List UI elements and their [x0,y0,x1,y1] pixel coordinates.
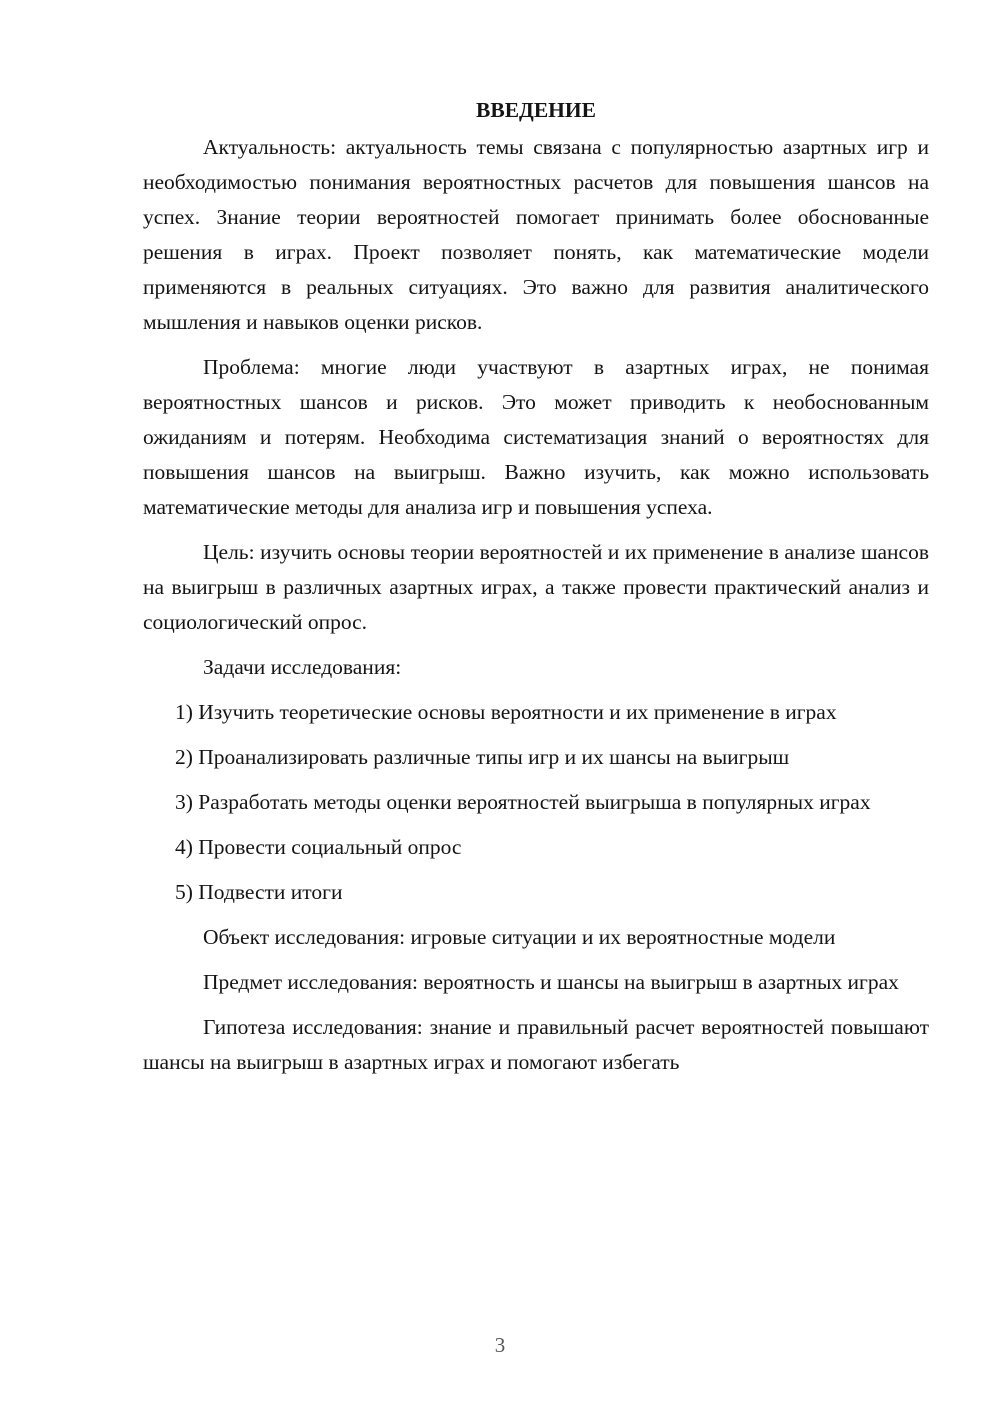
task-item: 3) Разработать методы оценки вероятностей выигрыша в популярных играх [175,790,871,814]
relevance-paragraph: Актуальность: актуальность темы связана с популярностью азартных игр и необходимостью понимания вероятностных расчетов для повышения шансов на успех. Знание теории вероятностей помогает принимать более обоснованные решения в играх. Проект позволяет понять, как математические модели применяются в реальных ситуациях. Это важно для развития аналитического мышления и навыков оценки рисков. [143,135,929,334]
task-item: 1) Изучить теоретические основы вероятности и их применение в играх [175,700,837,724]
tasks-heading: Задачи исследования: [203,655,402,679]
hypothesis-paragraph: Гипотеза исследования: знание и правильный расчет вероятностей повышают шансы на выигрыш в азартных играх и помогают избегать [143,1015,929,1074]
page-number: 3 [494,1333,506,1357]
problem-paragraph: Проблема: многие люди участвуют в азартных играх, не понимая вероятностных шансов и рисков. Это может приводить к необоснованным ожиданиям и потерям. Необходима систематизация знаний о вероятностях для повышения шансов на выигрыш. Важно изучить, как можно использовать математические методы для анализа игр и повышения успеха. [143,355,929,519]
task-item: 4) Провести социальный опрос [175,835,462,859]
page-content [143,93,929,1080]
section-title: ВВЕДЕНИЕ [476,98,596,122]
goal-paragraph: Цель: изучить основы теории вероятностей и их применение в анализе шансов на выигрыш в различных азартных играх, а также провести практический анализ и социологический опрос. [143,540,929,634]
task-item: 2) Проанализировать различные типы игр и их шансы на выигрыш [175,745,790,769]
subject-paragraph: Предмет исследования: вероятность и шансы на выигрыш в азартных играх [203,970,899,994]
object-paragraph: Объект исследования: игровые ситуации и их вероятностные модели [203,925,836,949]
task-item: 5) Подвести итоги [175,880,343,904]
